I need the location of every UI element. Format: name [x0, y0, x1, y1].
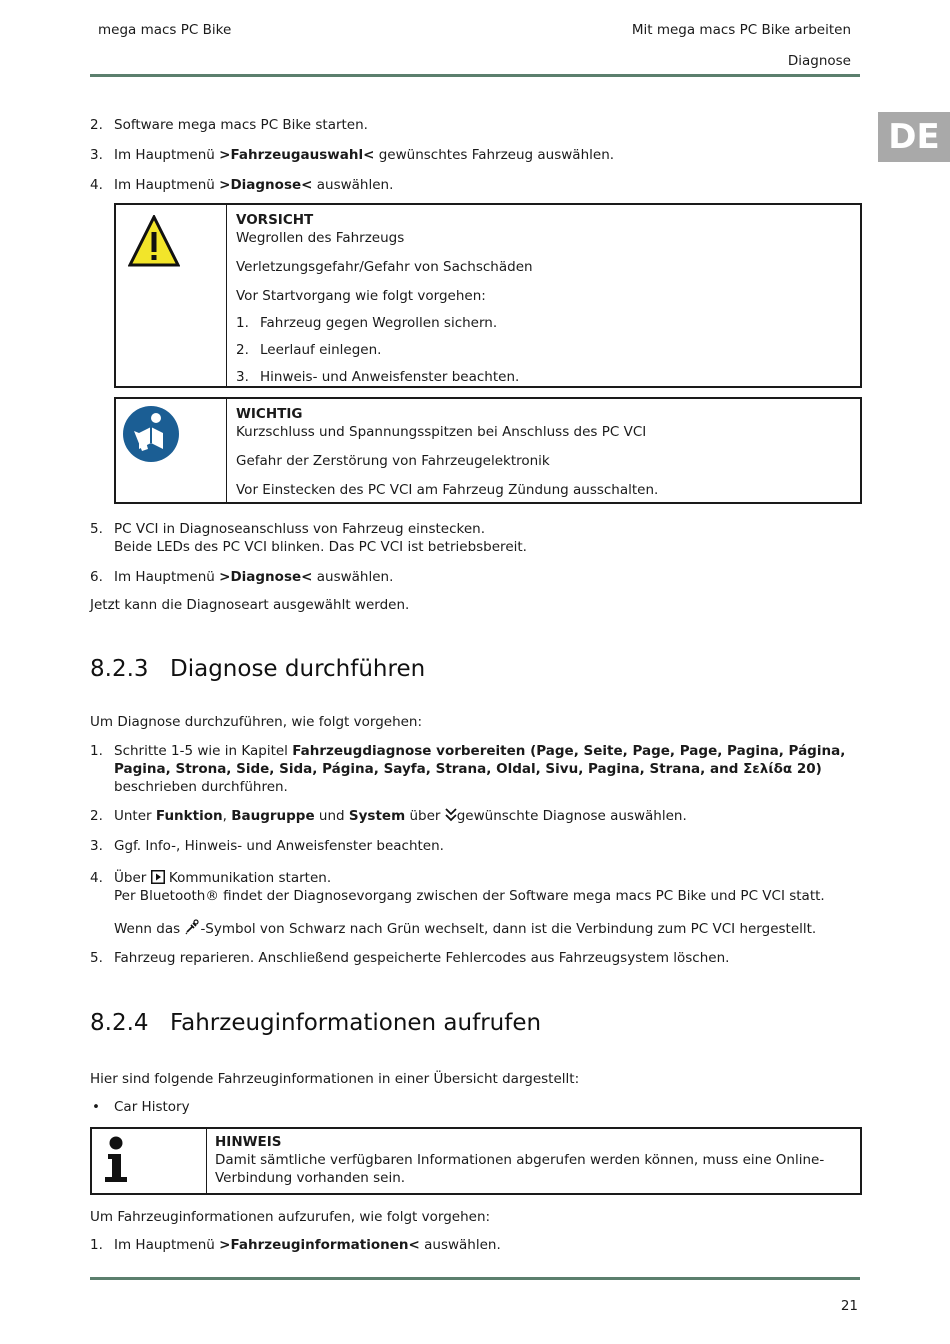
connection-plug-icon: [184, 919, 200, 935]
caution-instruction: Vor Startvorgang wie folgt vorgehen:: [236, 288, 486, 304]
caution-box: [114, 203, 862, 388]
step-text: Ggf. Info-, Hinweis- und Anweisfenster beachten.: [114, 838, 444, 854]
list-item: [90, 116, 860, 134]
step-number: 6.: [90, 569, 103, 585]
header-section: Diagnose: [787, 53, 851, 69]
step-text: Schritte 1-5 wie in Kapitel Fahrzeugdiagnose vorbereiten (Page, Seite, Page, Page, Pagina, Página, Pagina, Strona, Side, Sida, Página, Sayfa, Strana, Oldal, Sivu, Pagina, Strana, and Σελίδα 20) beschrieben durchführen.: [114, 743, 846, 795]
language-tab: DE: [878, 112, 950, 162]
important-box: [114, 397, 862, 504]
list-item: [90, 807, 860, 825]
list-item: [90, 176, 860, 194]
section-heading-823: 8.2.3 Diagnose durchführen: [90, 656, 426, 682]
note-box: [90, 1127, 862, 1195]
paragraph: Jetzt kann die Diagnoseart ausgewählt werden.: [90, 597, 410, 613]
step-text: Im Hauptmenü >Fahrzeugauswahl< gewünschtes Fahrzeug auswählen.: [114, 147, 615, 163]
header-left: mega macs PC Bike: [98, 22, 232, 38]
important-subtitle: Kurzschluss und Spannungsspitzen bei Anschluss des PC VCI: [236, 424, 647, 440]
step-text: Über Kommunikation starten. Per Bluetooth® findet der Diagnosevorgang zwischen der Software mega macs PC Bike und PC VCI statt. Wenn das -Symbol von Schwarz nach Grün wechselt, dann ist die Verbindung zum PC VCI hergestellt.: [114, 870, 825, 937]
step-text: Im Hauptmenü >Fahrzeuginformationen< auswählen.: [114, 1237, 501, 1253]
section-heading-824: 8.2.4 Fahrzeuginformationen aufrufen: [90, 1010, 542, 1036]
caution-text: [236, 211, 852, 386]
info-icon: [102, 1135, 130, 1185]
menu-path: >Fahrzeugauswahl<: [219, 147, 375, 163]
step-number: 4.: [90, 177, 103, 193]
header-rule: [90, 74, 860, 77]
list-item: [90, 520, 860, 556]
note-icon-cell: [92, 1129, 207, 1193]
important-instruction: Vor Einstecken des PC VCI am Fahrzeug Zündung ausschalten.: [236, 482, 659, 498]
step-number: 2.: [90, 808, 103, 824]
step-text: Software mega macs PC Bike starten.: [114, 117, 368, 133]
caution-title: VORSICHT: [236, 212, 314, 228]
footer-rule: [90, 1277, 860, 1280]
step-number: 5.: [90, 521, 103, 537]
list-item: 2. Leerlauf einlegen.: [236, 342, 382, 358]
list-item: [90, 742, 860, 796]
menu-path: >Diagnose<: [219, 177, 313, 193]
important-risk: Gefahr der Zerstörung von Fahrzeugelektronik: [236, 453, 550, 469]
list-item: 3. Hinweis- und Anweisfenster beachten.: [236, 369, 520, 385]
step-number: 2.: [90, 117, 103, 133]
double-chevron-down-icon: [445, 808, 457, 822]
bullet-item: [90, 1098, 860, 1116]
caution-icon-cell: [116, 205, 227, 386]
important-text: [236, 405, 852, 499]
step-number: 5.: [90, 950, 103, 966]
list-item: [90, 1236, 860, 1254]
list-item: [90, 568, 860, 586]
step-number: 1.: [90, 743, 103, 759]
paragraph: Hier sind folgende Fahrzeuginformationen in einer Übersicht dargestellt:: [90, 1071, 580, 1087]
menu-path: >Diagnose<: [219, 569, 313, 585]
caution-subtitle: Wegrollen des Fahrzeugs: [236, 230, 405, 246]
step-text: Im Hauptmenü >Diagnose< auswählen.: [114, 569, 394, 585]
list-item: [90, 949, 860, 967]
step-text: Fahrzeug reparieren. Anschließend gespeicherte Fehlercodes aus Fahrzeugsystem löschen.: [114, 950, 730, 966]
menu-path: >Fahrzeuginformationen<: [219, 1237, 420, 1253]
step-number: 4.: [90, 870, 103, 886]
read-manual-icon: [122, 405, 180, 463]
list-item: [90, 869, 860, 938]
header-chapter: Mit mega macs PC Bike arbeiten: [631, 22, 851, 38]
page-number: 21: [840, 1298, 858, 1314]
bullet-icon: •: [92, 1099, 100, 1115]
caution-risk: Verletzungsgefahr/Gefahr von Sachschäden: [236, 259, 533, 275]
bullet-text: Car History: [114, 1099, 190, 1115]
step-text: PC VCI in Diagnoseanschluss von Fahrzeug einstecken. Beide LEDs des PC VCI blinken. Das PC VCI ist betriebsbereit.: [114, 521, 527, 555]
step-number: 3.: [90, 147, 103, 163]
step-number: 3.: [90, 838, 103, 854]
step-text: Im Hauptmenü >Diagnose< auswählen.: [114, 177, 394, 193]
paragraph: Um Fahrzeuginformationen aufzurufen, wie folgt vorgehen:: [90, 1209, 491, 1225]
list-item: [90, 146, 860, 164]
list-item: [90, 837, 860, 855]
note-body: Damit sämtliche verfügbaren Informationen abgerufen werden können, muss eine Online-Verbindung vorhanden sein.: [215, 1152, 825, 1186]
paragraph: Um Diagnose durchzuführen, wie folgt vorgehen:: [90, 714, 423, 730]
warning-triangle-icon: [128, 215, 180, 267]
step-text: Unter Funktion, Baugruppe und System über gewünschte Diagnose auswählen.: [114, 808, 687, 824]
important-icon-cell: [116, 399, 227, 502]
play-button-icon: [151, 870, 165, 884]
important-title: WICHTIG: [236, 406, 303, 422]
note-title: HINWEIS: [215, 1134, 282, 1150]
list-item: 1. Fahrzeug gegen Wegrollen sichern.: [236, 315, 498, 331]
chapter-reference: Fahrzeugdiagnose vorbereiten (Page, Seite, Page, Page, Pagina, Página, Pagina, Strona, Side, Sida, Página, Sayfa, Strana, Oldal, Sivu, Pagina, Strana, and Σελίδα 20): [114, 743, 846, 777]
step-number: 1.: [90, 1237, 103, 1253]
note-text: [215, 1133, 852, 1187]
